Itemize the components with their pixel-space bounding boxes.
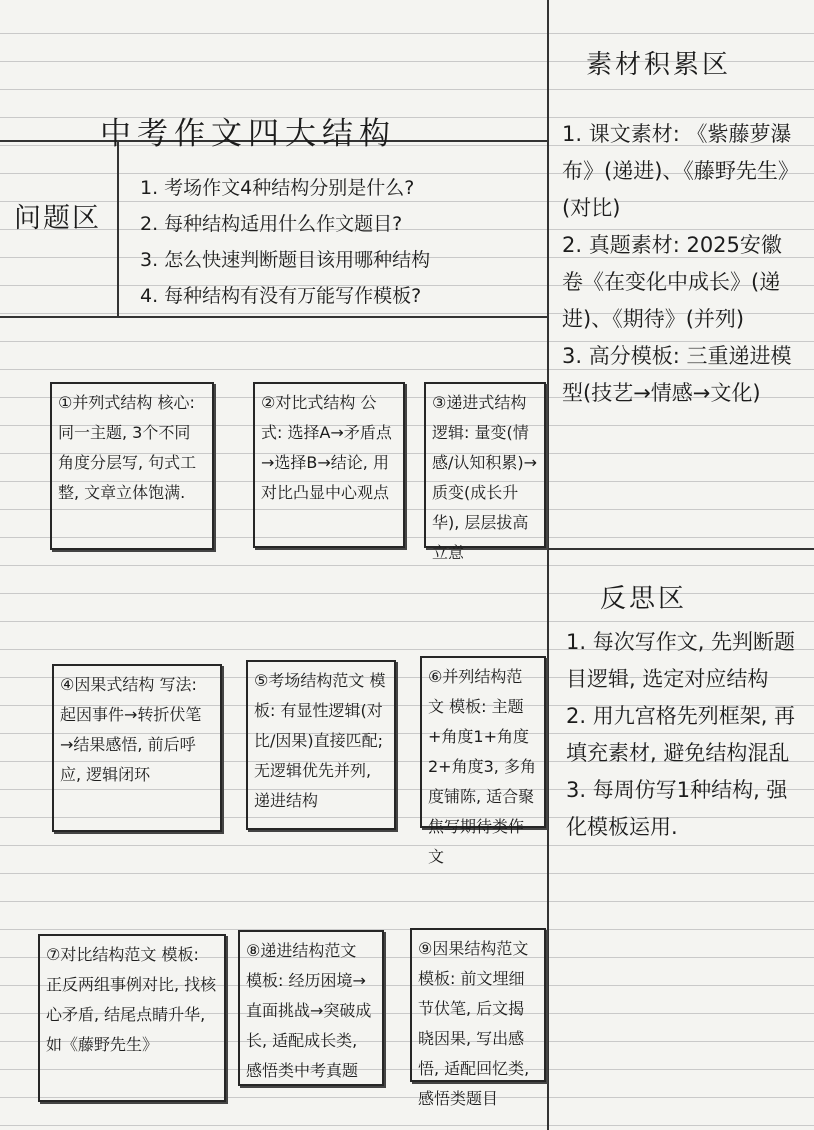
card-body: 逻辑: 量变(情感/认知积累)→质变(成长升华), 层层拔高立意 — [432, 423, 538, 562]
reflection-item: 3. 每周仿写1种结构, 强化模板运用. — [566, 778, 788, 839]
question-item: 1. 考场作文4种结构分别是什么? — [140, 177, 415, 199]
card-contrast-template — [38, 934, 226, 1102]
question-list — [140, 170, 430, 314]
card-body: 公式: 选择A→矛盾点→选择B→结论, 用对比凸显中心观点 — [261, 393, 392, 502]
card-causal-template — [410, 928, 546, 1108]
card-body: 模板: 前文埋细节伏笔, 后文揭晓因果, 写出感悟, 适配回忆类, 感悟类题目 — [418, 969, 530, 1108]
reflection-area-title: 反思区 — [600, 584, 688, 614]
card-body: 模板: 有显性逻辑(对比/因果)直接匹配; 无逻辑优先并列, 递进结构 — [254, 671, 386, 810]
card-title: ⑤考场结构范文 — [254, 671, 365, 690]
card-title: ③递进式结构 — [432, 393, 527, 412]
material-list — [562, 116, 802, 412]
card-title: ⑨因果结构范文 — [418, 939, 529, 958]
page-title: 中考作文四大结构 — [100, 116, 396, 152]
card-body: 模板: 主题+角度1+角度2+角度3, 多角度铺陈, 适合聚焦写期待类作文 — [428, 697, 536, 866]
question-item: 3. 怎么快速判断题目该用哪种结构 — [140, 249, 431, 271]
question-area-label: 问题区 — [14, 203, 101, 234]
card-body: 核心: 同一主题, 3个不同角度分层写, 句式工整, 文章立体饱满. — [58, 393, 197, 502]
material-item: 1. 课文素材: 《紫藤萝瀑布》(递进)、《藤野先生》(对比) — [562, 122, 799, 220]
material-item: 3. 高分模板: 三重递进模型(技艺→情感→文化) — [562, 344, 792, 405]
card-contrast-structure — [253, 382, 405, 548]
reflection-list — [566, 624, 804, 846]
card-title: ②对比式结构 — [261, 393, 356, 412]
question-bottom-line — [0, 316, 547, 318]
question-label-divider — [117, 140, 119, 316]
card-progressive-template — [238, 930, 384, 1086]
material-item: 2. 真题素材: 2025安徽卷《在变化中成长》(递进)、《期待》(并列) — [562, 233, 782, 331]
card-title: ①并列式结构 — [58, 393, 153, 412]
material-area-title: 素材积累区 — [586, 50, 732, 80]
sidebar-divider — [549, 548, 814, 550]
question-item: 2. 每种结构适用什么作文题目? — [140, 213, 403, 235]
reflection-item: 2. 用九宫格先列框架, 再填充素材, 避免结构混乱 — [566, 704, 796, 765]
card-progressive-structure — [424, 382, 546, 562]
card-parallel-template — [420, 656, 546, 866]
card-body: 模板: 经历困境→直面挑战→突破成长, 适配成长类, 感悟类中考真题 — [246, 971, 372, 1080]
card-title: ⑧递进结构范文 — [246, 941, 357, 960]
card-title: ⑥并列结构范文 — [428, 667, 523, 716]
card-title: ⑦对比结构范文 — [46, 945, 157, 964]
card-body: 模板: 正反两组事例对比, 找核心矛盾, 结尾点睛升华, 如《藤野先生》 — [46, 945, 217, 1054]
reflection-item: 1. 每次写作文, 先判断题目逻辑, 选定对应结构 — [566, 630, 796, 691]
question-item: 4. 每种结构有没有万能写作模板? — [140, 285, 422, 307]
card-causal-structure — [52, 664, 222, 832]
card-title: ④因果式结构 — [60, 675, 155, 694]
card-parallel-structure — [50, 382, 214, 550]
card-body: 写法: 起因事件→转折伏笔→结果感悟, 前后呼应, 逻辑闭环 — [60, 675, 202, 784]
card-exam-template — [246, 660, 396, 830]
column-divider — [547, 0, 549, 1130]
